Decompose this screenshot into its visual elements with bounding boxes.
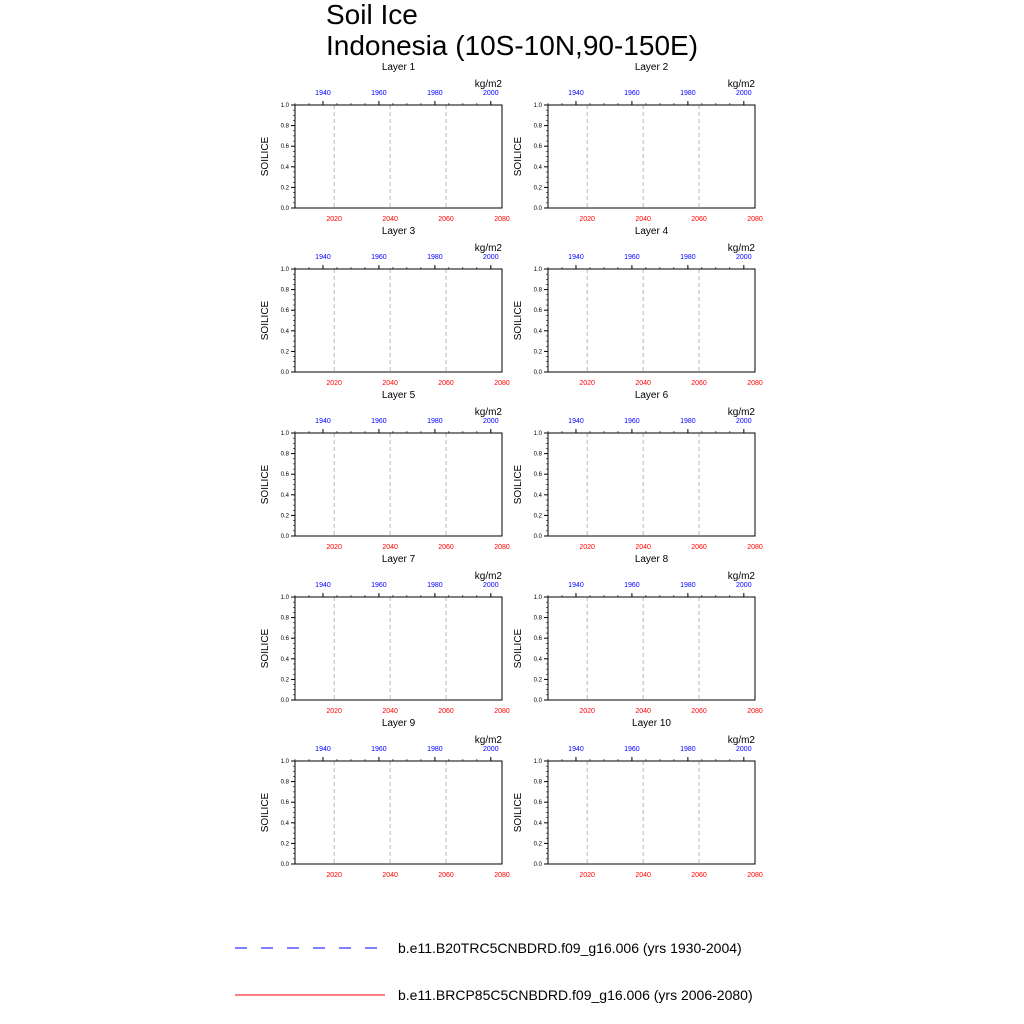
y-axis-label: SOILICE — [513, 792, 524, 833]
panel-title: Layer 10 — [632, 718, 671, 729]
y-tick-label: 0.6 — [533, 472, 542, 479]
y-tick-label: 0.4 — [533, 328, 542, 335]
top-tick-label: 1980 — [427, 90, 443, 97]
top-tick-label: 1940 — [315, 582, 331, 589]
top-tick-label: 1940 — [568, 746, 584, 753]
bottom-tick-label: 2080 — [747, 544, 763, 551]
bottom-tick-label: 2080 — [494, 872, 510, 879]
y-tick-label: 0.2 — [280, 513, 289, 520]
y-tick-label: 1.0 — [280, 431, 289, 437]
bottom-tick-label: 2040 — [635, 380, 651, 387]
bottom-tick-label: 2040 — [382, 380, 398, 387]
plot-frame — [548, 433, 755, 536]
y-axis-label: SOILICE — [260, 300, 271, 341]
y-tick-label: 0.0 — [533, 862, 542, 868]
y-axis-label: SOILICE — [260, 792, 271, 833]
units-label: kg/m2 — [727, 79, 755, 90]
y-tick-label: 0.8 — [533, 779, 542, 786]
panel-1 — [260, 62, 510, 223]
y-tick-label: 0.0 — [280, 862, 289, 868]
y-tick-label: 0.0 — [533, 206, 542, 212]
top-tick-label: 1940 — [568, 418, 584, 425]
y-tick-label: 1.0 — [533, 431, 542, 437]
y-axis-label: SOILICE — [513, 136, 524, 177]
top-tick-label: 1940 — [568, 90, 584, 97]
plot-frame — [295, 761, 502, 864]
y-tick-label: 1.0 — [533, 267, 542, 273]
plot-frame — [295, 597, 502, 700]
panel-8 — [513, 554, 763, 715]
plot-frame — [548, 105, 755, 208]
y-axis-label: SOILICE — [513, 628, 524, 669]
y-tick-label: 0.8 — [280, 123, 289, 130]
y-tick-label: 0.0 — [280, 206, 289, 212]
units-label: kg/m2 — [474, 243, 502, 254]
top-tick-label: 1940 — [315, 90, 331, 97]
y-tick-label: 0.6 — [533, 636, 542, 643]
figure-title-line-2: Indonesia (10S-10N,90-150E) — [326, 30, 699, 61]
y-tick-label: 0.8 — [533, 123, 542, 130]
y-tick-label: 0.4 — [280, 328, 289, 335]
bottom-tick-label: 2040 — [382, 872, 398, 879]
panel-3 — [260, 226, 510, 387]
bottom-tick-label: 2020 — [579, 708, 595, 715]
plot-frame — [295, 433, 502, 536]
top-tick-label: 1980 — [427, 582, 443, 589]
top-tick-label: 1960 — [624, 254, 640, 261]
y-tick-label: 1.0 — [533, 103, 542, 109]
top-tick-label: 2000 — [483, 90, 499, 97]
top-tick-label: 1960 — [624, 90, 640, 97]
y-tick-label: 0.6 — [280, 472, 289, 479]
legend-label-future: b.e11.BRCP85C5CNBDRD.f09_g16.006 (yrs 2006-2080) — [398, 987, 753, 1003]
bottom-tick-label: 2080 — [494, 216, 510, 223]
plot-frame — [548, 761, 755, 864]
units-label: kg/m2 — [474, 735, 502, 746]
top-tick-label: 1980 — [427, 254, 443, 261]
top-tick-label: 2000 — [736, 418, 752, 425]
bottom-tick-label: 2080 — [747, 380, 763, 387]
bottom-tick-label: 2080 — [747, 708, 763, 715]
panel-title: Layer 8 — [634, 554, 669, 565]
y-tick-label: 0.8 — [280, 287, 289, 294]
y-axis-label: SOILICE — [260, 136, 271, 177]
top-tick-label: 1940 — [568, 582, 584, 589]
units-label: kg/m2 — [474, 79, 502, 90]
units-label: kg/m2 — [474, 571, 502, 582]
y-tick-label: 1.0 — [280, 595, 289, 601]
top-tick-label: 1940 — [315, 254, 331, 261]
panels-group — [260, 62, 763, 879]
bottom-tick-label: 2060 — [438, 872, 454, 879]
top-tick-label: 1960 — [624, 418, 640, 425]
panel-7 — [260, 554, 510, 715]
plot-frame — [548, 597, 755, 700]
bottom-tick-label: 2020 — [326, 380, 342, 387]
plot-frame — [295, 105, 502, 208]
panel-title: Layer 4 — [634, 226, 669, 237]
y-axis-label: SOILICE — [513, 300, 524, 341]
bottom-tick-label: 2080 — [494, 708, 510, 715]
y-tick-label: 0.0 — [533, 370, 542, 376]
y-tick-label: 1.0 — [280, 267, 289, 273]
units-label: kg/m2 — [474, 407, 502, 418]
bottom-tick-label: 2020 — [326, 216, 342, 223]
bottom-tick-label: 2080 — [747, 872, 763, 879]
bottom-tick-label: 2020 — [579, 544, 595, 551]
top-tick-label: 1940 — [315, 418, 331, 425]
plot-frame — [548, 269, 755, 372]
top-tick-label: 1980 — [680, 254, 696, 261]
panel-title: Layer 5 — [381, 390, 416, 401]
y-tick-label: 0.8 — [280, 451, 289, 458]
units-label: kg/m2 — [727, 571, 755, 582]
bottom-tick-label: 2020 — [326, 544, 342, 551]
top-tick-label: 1980 — [680, 582, 696, 589]
panel-title: Layer 6 — [634, 390, 669, 401]
panel-title: Layer 1 — [381, 62, 416, 73]
bottom-tick-label: 2060 — [691, 544, 707, 551]
top-tick-label: 2000 — [736, 90, 752, 97]
top-tick-label: 1960 — [624, 746, 640, 753]
legend-label-historical: b.e11.B20TRC5CNBDRD.f09_g16.006 (yrs 1930-2004) — [398, 940, 742, 956]
y-tick-label: 0.4 — [280, 820, 289, 827]
bottom-tick-label: 2040 — [382, 216, 398, 223]
y-tick-label: 0.2 — [280, 349, 289, 356]
top-tick-label: 1940 — [568, 254, 584, 261]
y-tick-label: 0.2 — [280, 185, 289, 192]
top-tick-label: 2000 — [483, 418, 499, 425]
bottom-tick-label: 2020 — [326, 708, 342, 715]
top-tick-label: 1980 — [427, 746, 443, 753]
y-axis-label: SOILICE — [260, 464, 271, 505]
y-tick-label: 0.2 — [533, 185, 542, 192]
panel-2 — [513, 62, 763, 223]
top-tick-label: 1980 — [680, 90, 696, 97]
y-tick-label: 0.6 — [533, 308, 542, 315]
y-tick-label: 0.4 — [280, 492, 289, 499]
top-tick-label: 1960 — [624, 582, 640, 589]
top-tick-label: 2000 — [736, 746, 752, 753]
y-tick-label: 0.8 — [280, 779, 289, 786]
panel-title: Layer 2 — [634, 62, 669, 73]
bottom-tick-label: 2020 — [579, 380, 595, 387]
y-tick-label: 0.6 — [533, 800, 542, 807]
y-tick-label: 0.8 — [533, 287, 542, 294]
y-tick-label: 0.4 — [533, 164, 542, 171]
y-tick-label: 0.0 — [280, 534, 289, 540]
bottom-tick-label: 2040 — [635, 708, 651, 715]
top-tick-label: 1960 — [371, 746, 387, 753]
y-tick-label: 0.0 — [533, 698, 542, 704]
bottom-tick-label: 2020 — [579, 872, 595, 879]
y-tick-label: 0.4 — [533, 820, 542, 827]
y-tick-label: 0.4 — [533, 656, 542, 663]
top-tick-label: 1960 — [371, 418, 387, 425]
top-tick-label: 2000 — [736, 582, 752, 589]
y-tick-label: 1.0 — [280, 103, 289, 109]
y-tick-label: 0.2 — [533, 349, 542, 356]
bottom-tick-label: 2060 — [438, 216, 454, 223]
y-tick-label: 0.8 — [533, 615, 542, 622]
y-tick-label: 0.2 — [280, 677, 289, 684]
y-tick-label: 1.0 — [280, 759, 289, 765]
bottom-tick-label: 2040 — [382, 544, 398, 551]
units-label: kg/m2 — [727, 407, 755, 418]
y-tick-label: 0.2 — [533, 677, 542, 684]
y-tick-label: 0.4 — [280, 164, 289, 171]
panel-title: Layer 9 — [381, 718, 416, 729]
top-tick-label: 1940 — [315, 746, 331, 753]
bottom-tick-label: 2040 — [635, 216, 651, 223]
y-tick-label: 1.0 — [533, 759, 542, 765]
bottom-tick-label: 2080 — [494, 544, 510, 551]
y-tick-label: 0.8 — [533, 451, 542, 458]
bottom-tick-label: 2040 — [635, 544, 651, 551]
y-tick-label: 0.2 — [533, 513, 542, 520]
bottom-tick-label: 2020 — [579, 216, 595, 223]
y-tick-label: 0.2 — [280, 841, 289, 848]
top-tick-label: 1980 — [680, 746, 696, 753]
units-label: kg/m2 — [727, 735, 755, 746]
bottom-tick-label: 2040 — [635, 872, 651, 879]
y-tick-label: 0.6 — [280, 308, 289, 315]
y-tick-label: 0.0 — [280, 370, 289, 376]
y-tick-label: 0.4 — [533, 492, 542, 499]
top-tick-label: 1960 — [371, 254, 387, 261]
y-axis-label: SOILICE — [513, 464, 524, 505]
y-tick-label: 0.6 — [280, 636, 289, 643]
panel-6 — [513, 390, 763, 551]
figure-title-line-1: Soil Ice — [326, 0, 418, 30]
panel-4 — [513, 226, 763, 387]
top-tick-label: 2000 — [483, 582, 499, 589]
top-tick-label: 2000 — [483, 254, 499, 261]
top-tick-label: 1960 — [371, 90, 387, 97]
y-tick-label: 0.6 — [280, 800, 289, 807]
top-tick-label: 2000 — [483, 746, 499, 753]
top-tick-label: 1980 — [427, 418, 443, 425]
bottom-tick-label: 2080 — [747, 216, 763, 223]
bottom-tick-label: 2060 — [438, 380, 454, 387]
panel-9 — [260, 718, 510, 879]
y-tick-label: 0.8 — [280, 615, 289, 622]
y-tick-label: 0.2 — [533, 841, 542, 848]
y-tick-label: 0.0 — [280, 698, 289, 704]
top-tick-label: 1960 — [371, 582, 387, 589]
top-tick-label: 2000 — [736, 254, 752, 261]
y-tick-label: 1.0 — [533, 595, 542, 601]
bottom-tick-label: 2060 — [691, 380, 707, 387]
top-tick-label: 1980 — [680, 418, 696, 425]
bottom-tick-label: 2060 — [438, 544, 454, 551]
y-tick-label: 0.4 — [280, 656, 289, 663]
y-tick-label: 0.0 — [533, 534, 542, 540]
panel-5 — [260, 390, 510, 551]
plot-frame — [295, 269, 502, 372]
bottom-tick-label: 2060 — [691, 708, 707, 715]
bottom-tick-label: 2080 — [494, 380, 510, 387]
bottom-tick-label: 2060 — [691, 872, 707, 879]
bottom-tick-label: 2040 — [382, 708, 398, 715]
legend — [235, 940, 753, 1003]
units-label: kg/m2 — [727, 243, 755, 254]
bottom-tick-label: 2020 — [326, 872, 342, 879]
bottom-tick-label: 2060 — [438, 708, 454, 715]
bottom-tick-label: 2060 — [691, 216, 707, 223]
y-axis-label: SOILICE — [260, 628, 271, 669]
panel-10 — [513, 718, 763, 879]
panel-title: Layer 7 — [381, 554, 416, 565]
y-tick-label: 0.6 — [533, 144, 542, 151]
y-tick-label: 0.6 — [280, 144, 289, 151]
panel-title: Layer 3 — [381, 226, 416, 237]
